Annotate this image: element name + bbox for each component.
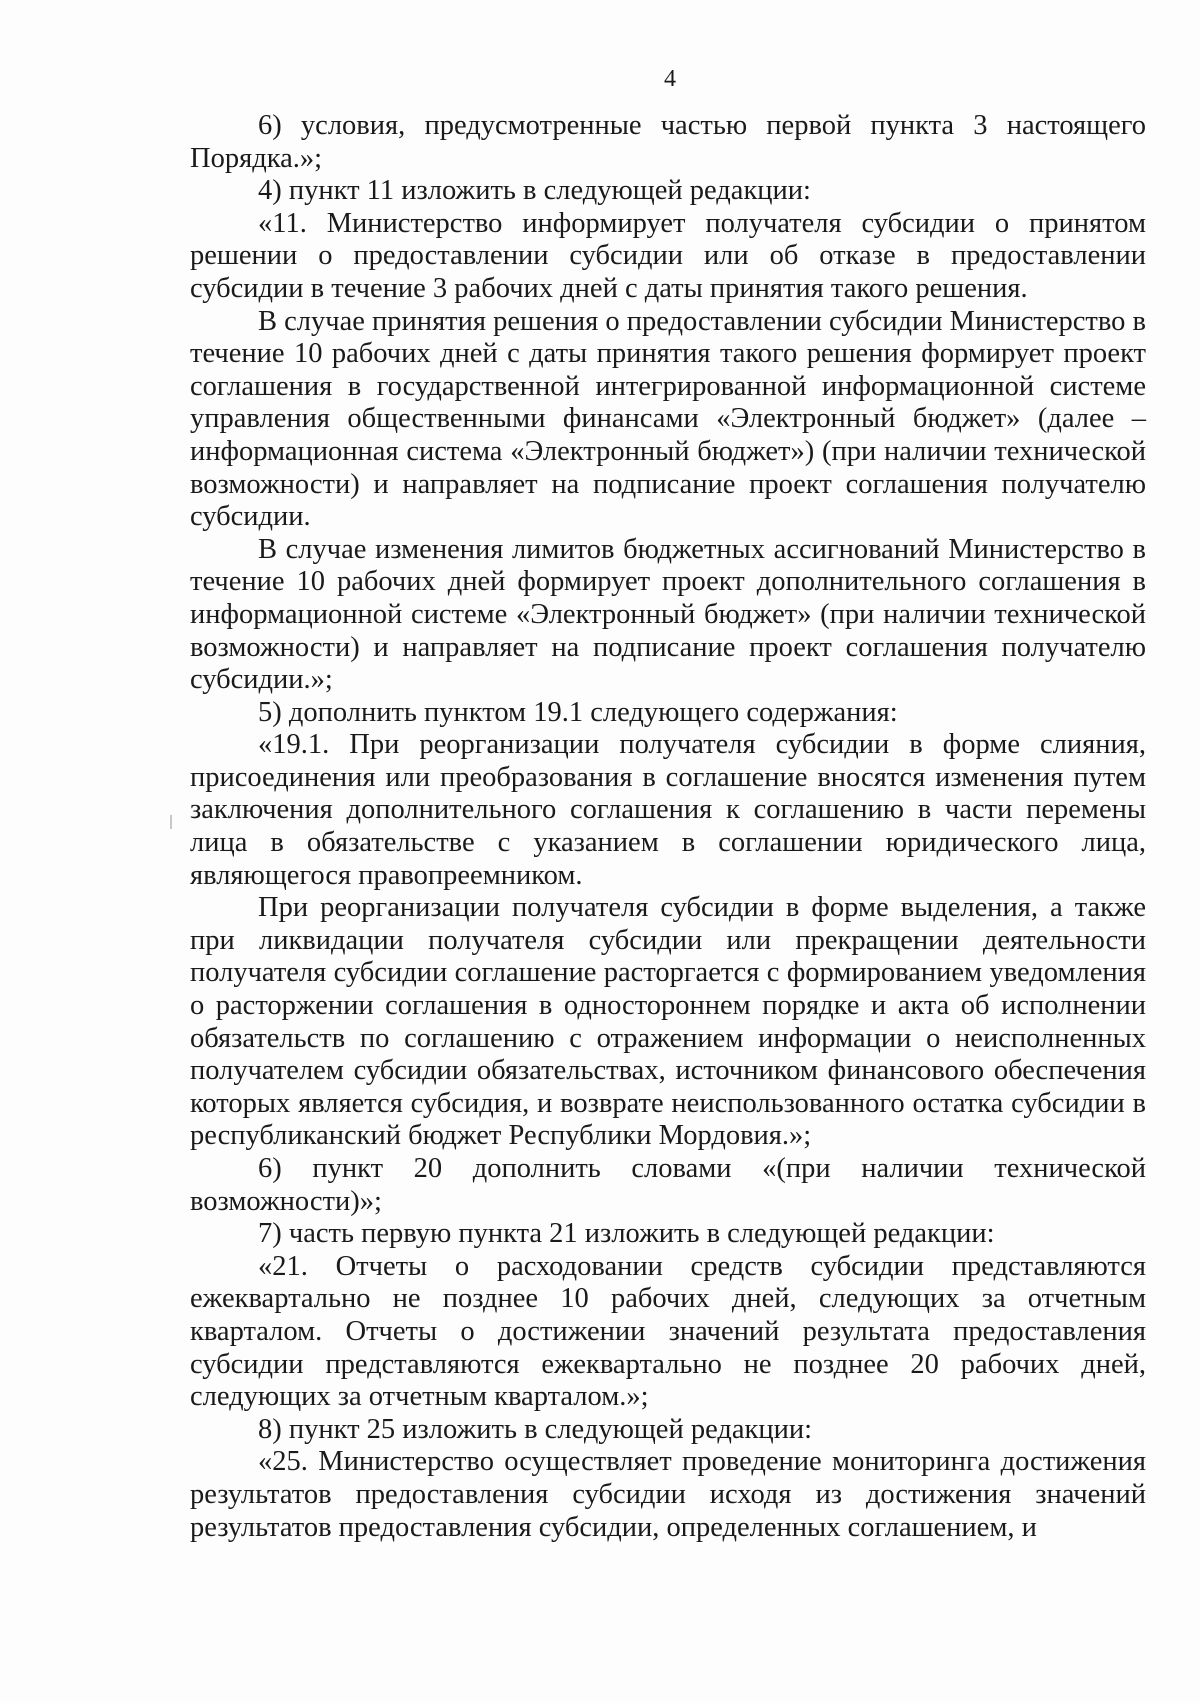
paragraph: В случае принятия решения о предоставлении субсидии Министерство в течение 10 рабочих дней с даты принятия такого решения формирует проект соглашения в государственной интегрированной информационной системе управления общественными финансами «Электронный бюджет» (далее – информационная система «Электронный бюджет») (при наличии технической возможности) и направляет на подписание проект соглашения получателю субсидии. [190, 305, 1146, 533]
paragraph: «21. Отчеты о расходовании средств субсидии представляются ежеквартально не позднее 10 рабочих дней, следующих за отчетным кварталом. Отчеты о достижении значений результата предоставления субсидии представляются ежеквартально не позднее 20 рабочих дней, следующих за отчетным кварталом.»; [190, 1250, 1146, 1413]
document-body [190, 110, 1146, 1544]
paragraph: В случае изменения лимитов бюджетных ассигнований Министерство в течение 10 рабочих дней формирует проект дополнительного соглашения в информационной системе «Электронный бюджет» (при наличии технической возможности) и направляет на подписание проект соглашения получателю субсидии.»; [190, 533, 1146, 696]
paragraph: «19.1. При реорганизации получателя субсидии в форме слияния, присоединения или преобразования в соглашение вносятся изменения путем заключения дополнительного соглашения к соглашению в части перемены лица в обязательстве с указанием в соглашении юридического лица, являющегося правопреемником. [190, 729, 1146, 891]
paragraph: 6) условия, предусмотренные частью первой пункта 3 настоящего Порядка.»; [190, 110, 1146, 174]
paragraph: 7) часть первую пункта 21 изложить в следующей редакции: [258, 1218, 995, 1250]
paragraph: 6) пункт 20 дополнить словами «(при наличии технической возможности)»; [190, 1153, 1146, 1217]
paragraph: «25. Министерство осуществляет проведение мониторинга достижения результатов предоставления субсидии исходя из достижения значений результатов предоставления субсидии, определенных соглашением, и [190, 1446, 1146, 1543]
paragraph: 5) дополнить пунктом 19.1 следующего содержания: [258, 696, 898, 728]
paragraph: 8) пункт 25 изложить в следующей редакции: [258, 1413, 813, 1445]
paragraph: «11. Министерство информирует получателя субсидии о принятом решении о предоставлении субсидии или об отказе в предоставлении субсидии в течение 3 рабочих дней с даты принятия такого решения. [190, 207, 1146, 304]
paragraph: При реорганизации получателя субсидии в форме выделения, а также при ликвидации получателя субсидии или прекращении деятельности получателя субсидии соглашение расторгается с формированием уведомления о расторжении соглашения в одностороннем порядке и акта об исполнении обязательств по соглашению с отражением информации о неисполненных получателем субсидии обязательствах, источником финансового обеспечения которых является субсидия, и возврате неиспользованного остатка субсидии в республиканский бюджет Республики Мордовия.»; [190, 892, 1146, 1152]
paragraph: 4) пункт 11 изложить в следующей редакции: [258, 175, 811, 207]
scan-artifact [170, 815, 172, 829]
page-number: 4 [664, 66, 676, 92]
